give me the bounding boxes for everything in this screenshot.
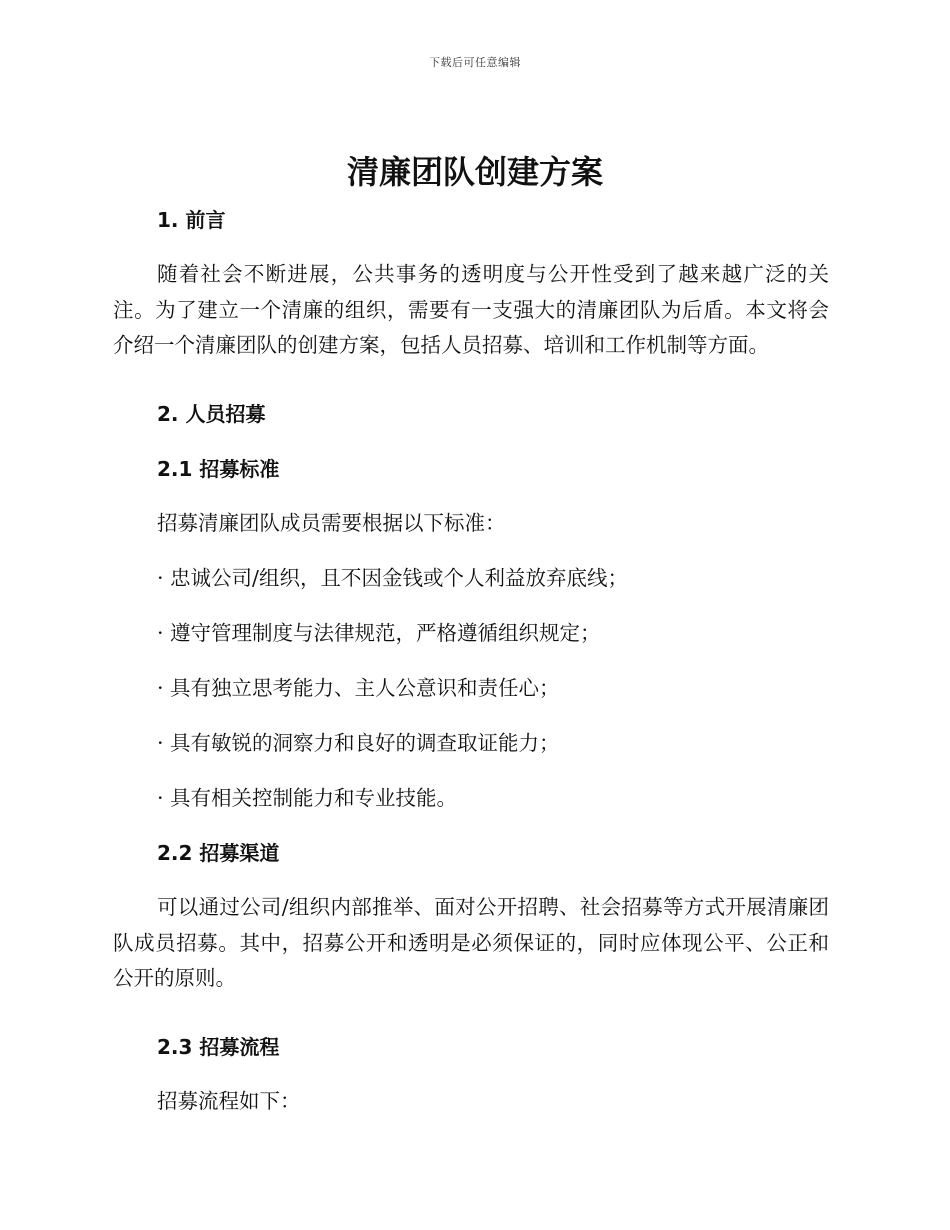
list-item: · 具有相关控制能力和专业技能。 bbox=[157, 786, 458, 810]
preface-paragraph: 随着社会不断进展，公共事务的透明度与公开性受到了越来越广泛的关注。为了建立一个清廉的组织，需要有一支强大的清廉团队为后盾。本文将会介绍一个清廉团队的创建方案，包括人员招募、培训和工作机制等方面。 bbox=[113, 262, 829, 357]
subsection-heading-standards: 2.1 招募标准 bbox=[157, 457, 280, 481]
section-heading-preface: 1. 前言 bbox=[157, 208, 226, 232]
section-heading-recruitment: 2. 人员招募 bbox=[157, 402, 266, 426]
process-intro: 招募流程如下： bbox=[157, 1089, 301, 1113]
list-item: · 遵守管理制度与法律规范，严格遵循组织规定； bbox=[157, 621, 601, 645]
subsection-heading-channels: 2.2 招募渠道 bbox=[157, 841, 280, 865]
document-title: 清廉团队创建方案 bbox=[346, 153, 603, 191]
subsection-heading-process: 2.3 招募流程 bbox=[157, 1035, 280, 1059]
channels-paragraph: 可以通过公司/组织内部推举、面对公开招聘、社会招募等方式开展清廉团队成员招募。其中，招募公开和透明是必须保证的，同时应体现公平、公正和公开的原则。 bbox=[113, 895, 829, 990]
list-item: · 具有敏锐的洞察力和良好的调查取证能力； bbox=[157, 731, 560, 755]
standards-intro: 招募清廉团队成员需要根据以下标准： bbox=[157, 511, 506, 535]
list-item: · 具有独立思考能力、主人公意识和责任心； bbox=[157, 676, 560, 700]
page-header-note: 下载后可任意编辑 bbox=[429, 56, 521, 69]
list-item: · 忠诚公司/组织，且不因金钱或个人利益放弃底线； bbox=[157, 566, 628, 590]
